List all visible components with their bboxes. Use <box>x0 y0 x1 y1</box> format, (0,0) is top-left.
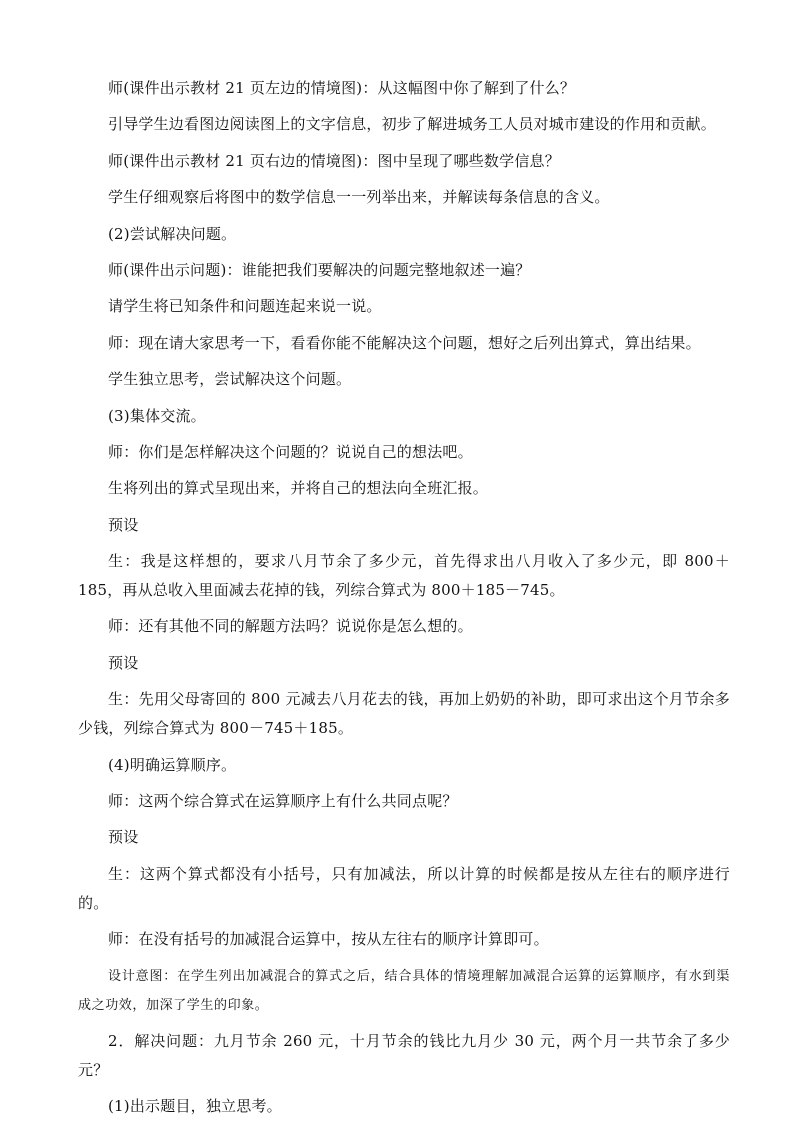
section-heading: (4)明确运算顺序。 <box>108 755 237 774</box>
paragraph: 请学生将已知条件和问题连起来说一说。 <box>108 297 382 316</box>
section-heading: (2)尝试解决问题。 <box>108 224 237 243</box>
preset-label: 预设 <box>108 653 139 672</box>
paragraph: 学生仔细观察后将图中的数学信息一一列举出来，并解读每条信息的含义。 <box>108 188 610 207</box>
section-heading: (3)集体交流。 <box>108 406 206 425</box>
section-heading: (1)出示题目，独立思考。 <box>108 1097 282 1116</box>
paragraph: 生：先用父母寄回的 800 元减去八月花去的钱，再加上奶奶的补助，即可求出这个月节余多少钱，列综合算式为 800－745＋185。 <box>78 690 730 738</box>
paragraph: 生将列出的算式呈现出来，并将自己的想法向全班汇报。 <box>108 479 489 498</box>
paragraph: 师(课件出示问题)：谁能把我们要解决的问题完整地叙述一遍？ <box>108 260 531 279</box>
paragraph: 生：我是这样想的，要求八月节余了多少元，首先得求出八月收入了多少元，即 800＋185，再从总收入里面减去花掉的钱，列综合算式为 800＋185－745。 <box>78 552 730 600</box>
paragraph: 师：现在请大家思考一下，看看你能不能解决这个问题，想好之后列出算式，算出结果。 <box>108 333 701 352</box>
design-intent-note: 设计意图：在学生列出加减混合的算式之后，结合具体的情境理解加减混合运算的运算顺序，有水到渠成之功效，加深了学生的印象。 <box>78 968 730 1013</box>
paragraph: 师：还有其他不同的解题方法吗？说说你是怎么想的。 <box>108 617 473 636</box>
paragraph: 师(课件出示教材 21 页左边的情境图)：从这幅图中你了解到了什么？ <box>108 79 576 97</box>
preset-label: 预设 <box>108 515 139 534</box>
paragraph: 师：在没有括号的加减混合运算中，按从左往右的顺序计算即可。 <box>108 930 549 949</box>
paragraph: 引导学生边看图边阅读图上的文字信息，初步了解进城务工人员对城市建设的作用和贡献。 <box>108 115 717 134</box>
paragraph: 生：这两个算式都没有小括号，只有加减法，所以计算的时候都是按从左往右的顺序进行的。 <box>78 864 730 912</box>
paragraph: 师：这两个综合算式在运算顺序上有什么共同点呢？ <box>108 792 458 811</box>
paragraph: 师：你们是怎样解决这个问题的？说说自己的想法吧。 <box>108 442 473 461</box>
paragraph: 师(课件出示教材 21 页右边的情境图)：图中呈现了哪些数学信息？ <box>108 151 560 170</box>
problem-statement: 2．解决问题：九月节余 260 元，十月节余的钱比九月少 30 元，两个月一共节余了多少元？ <box>78 1031 730 1079</box>
document-page <box>78 74 730 1129</box>
paragraph: 学生独立思考，尝试解决这个问题。 <box>108 370 352 389</box>
preset-label: 预设 <box>108 828 139 847</box>
